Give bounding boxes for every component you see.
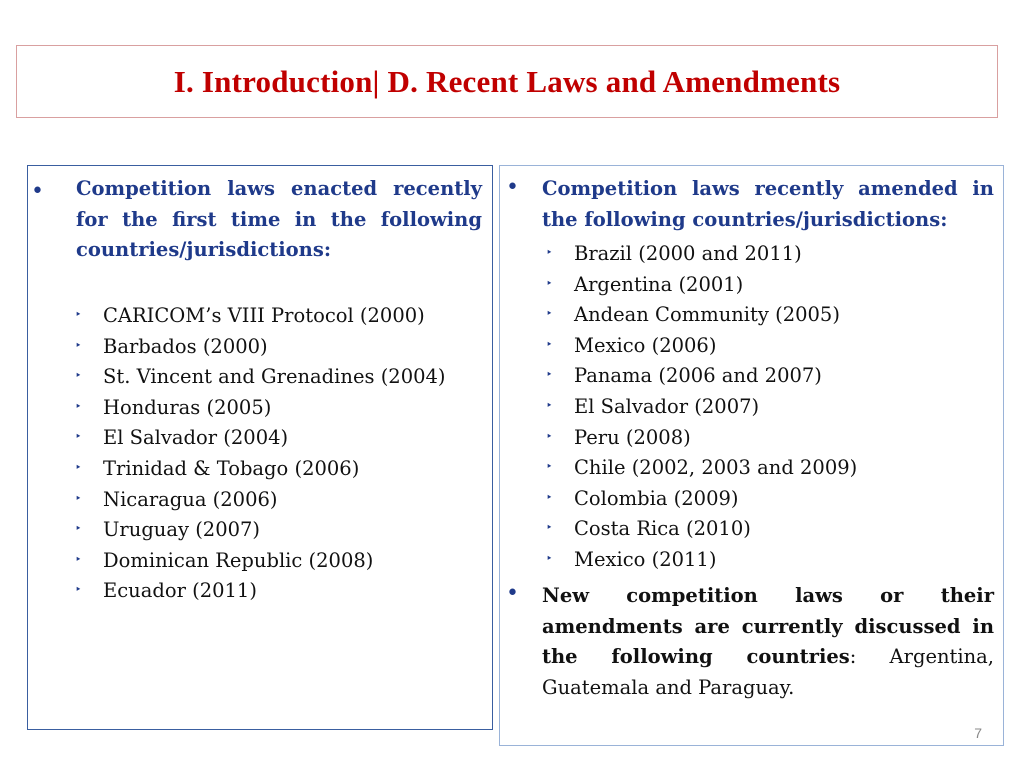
arrow-bullet-icon: ‣ [75,583,82,597]
arrow-bullet-icon: ‣ [546,307,553,321]
title-box [16,45,998,118]
arrow-bullet-icon: ‣ [75,308,82,321]
list-item-label: Dominican Republic (2008) [103,548,374,572]
list-item-label: Barbados (2000) [103,334,268,358]
arrow-bullet-icon: ‣ [546,460,553,474]
list-item [75,515,446,546]
arrow-bullet-icon: ‣ [75,552,82,566]
list-item-label: Nicaragua (2006) [103,487,278,511]
list-item [75,332,446,363]
right-panel [499,165,1004,746]
arrow-bullet-icon: ‣ [546,551,553,565]
arrow-bullet-icon: ‣ [546,521,553,535]
right-lead-content: Competition laws recently amended in the following countries/jurisdictions: [542,177,994,231]
arrow-bullet-icon: ‣ [546,398,553,412]
list-item-label: Panama (2006 and 2007) [574,364,822,388]
arrow-bullet-icon: ‣ [546,337,553,351]
arrow-bullet-icon: ‣ [546,276,553,290]
arrow-bullet-icon: ‣ [546,368,553,382]
arrow-bullet-icon: ‣ [75,430,82,444]
list-item [546,300,857,331]
page-number: 7 [974,725,982,741]
list-item [546,514,857,545]
list-item [75,546,446,577]
arrow-bullet-icon: ‣ [546,246,553,259]
right-lead-text [542,174,994,235]
list-item [546,423,857,454]
arrow-bullet-icon: ‣ [75,460,82,474]
list-item-label: Andean Community (2005) [574,303,840,327]
arrow-bullet-icon: ‣ [546,429,553,443]
list-item [75,423,446,454]
arrow-bullet-icon: ‣ [75,338,82,352]
left-panel [27,165,493,730]
list-item-label: Costa Rica (2010) [574,517,751,541]
list-item [546,361,857,392]
list-item-label: Chile (2002, 2003 and 2009) [574,456,858,480]
list-item-label: St. Vincent and Grenadines (2004) [103,365,446,389]
left-lead-content: Competition laws enacted recently for the first time in the following countries/jurisdictions: [76,177,482,261]
list-item [75,393,446,424]
arrow-bullet-icon: ‣ [75,491,82,505]
list-item [546,331,857,362]
right-bullet: • [506,175,519,200]
arrow-bullet-icon: ‣ [75,399,82,413]
right-country-list [546,239,857,576]
slide-title: I. Introduction| D. Recent Laws and Amendments [173,63,841,99]
arrow-bullet-icon: ‣ [75,522,82,536]
list-item [546,392,857,423]
left-bullet: • [31,179,44,204]
list-item-label: El Salvador (2007) [574,394,760,418]
list-item [75,485,446,516]
discussion-paragraph [542,581,994,703]
list-item-label: Ecuador (2011) [103,579,257,603]
list-item-label: CARICOM’s VIII Protocol (2000) [103,304,425,327]
discussion-rest-text: : Argentina, Guatemala and Paraguay. [542,645,995,699]
discussion-bullet: • [506,581,519,606]
list-item [75,454,446,485]
list-item [546,545,857,576]
list-item [75,362,446,393]
list-item [546,484,857,515]
list-item [546,239,857,270]
list-item-label: El Salvador (2004) [103,426,289,450]
list-item-label: Colombia (2009) [574,486,739,510]
list-item-label: Honduras (2005) [103,395,272,419]
left-lead-text [76,174,482,266]
arrow-bullet-icon: ‣ [75,369,82,383]
left-country-list [75,301,446,607]
list-item [546,270,857,301]
list-item-label: Trinidad & Tobago (2006) [103,456,360,480]
list-item [75,576,446,607]
discussion-bold-text: New competition laws or their amendments are currently discussed in the following countries [542,584,994,668]
list-item-label: Brazil (2000 and 2011) [574,242,802,265]
list-item [75,301,446,332]
arrow-bullet-icon: ‣ [546,490,553,504]
list-item-label: Peru (2008) [574,425,691,449]
list-item-label: Uruguay (2007) [103,518,261,542]
list-item-label: Mexico (2011) [574,547,717,571]
list-item [546,453,857,484]
list-item-label: Argentina (2001) [574,272,744,296]
list-item-label: Mexico (2006) [574,333,717,357]
